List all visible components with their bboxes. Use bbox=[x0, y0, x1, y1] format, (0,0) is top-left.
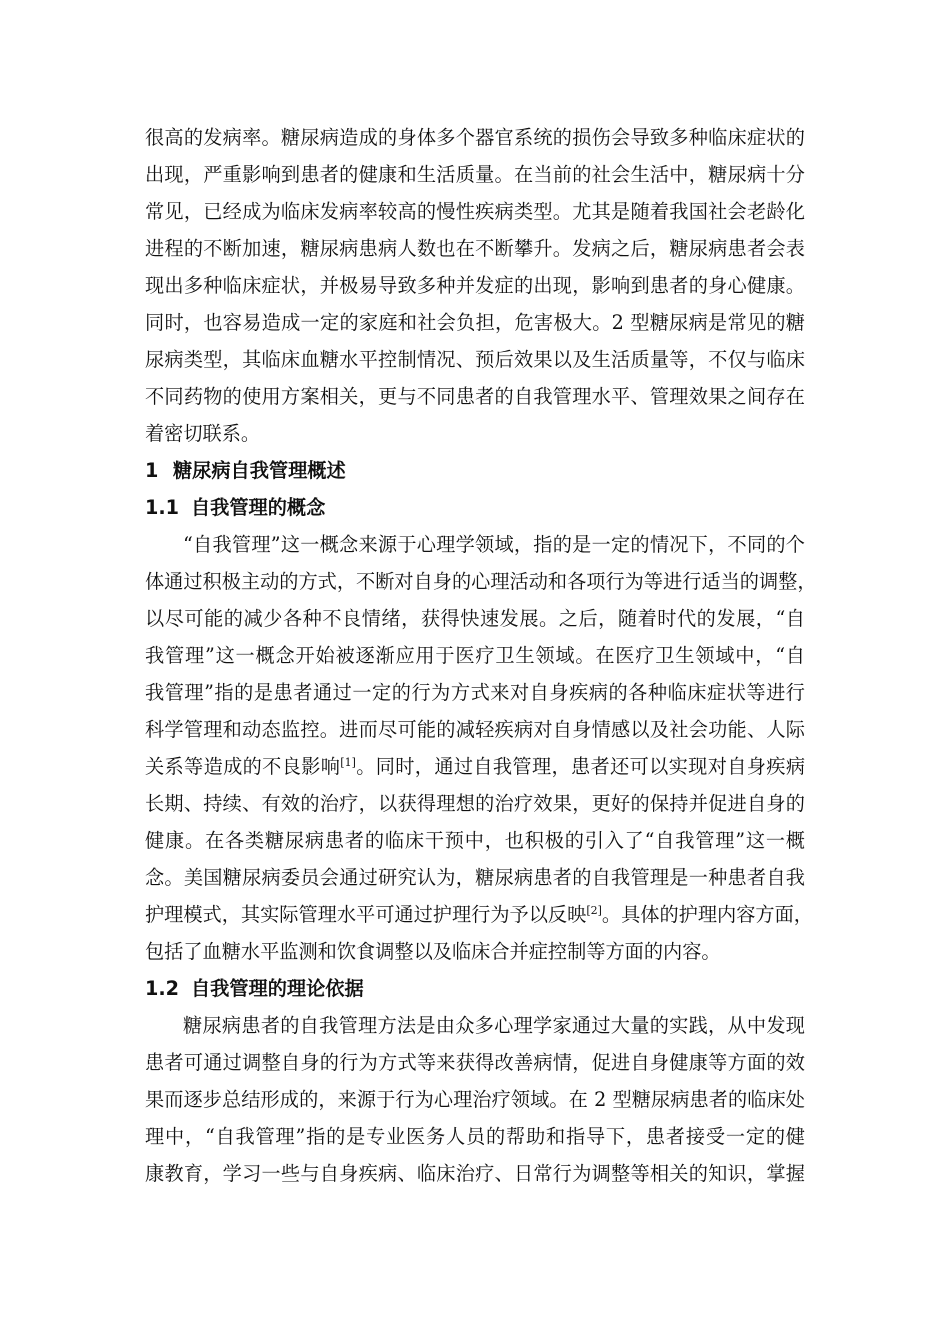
s11-line-11-post: 。具体的护理内容方面， bbox=[601, 903, 813, 926]
intro-line-1: 很高的发病率。糖尿病造成的身体多个器官系统的损伤会导致多种临床症状的 bbox=[145, 126, 805, 149]
intro-line-9: 着密切联系。 bbox=[145, 422, 261, 445]
s11-line-11-pre: 护理模式，其实际管理水平可通过护理行为予以反映 bbox=[145, 903, 587, 926]
s12-line-2: 患者可通过调整自身的行为方式等来获得改善病情，促进自身健康等方面的效 bbox=[145, 1051, 805, 1074]
section-1-1-heading bbox=[145, 496, 805, 520]
s12-line-4: 理中，“自我管理”指的是专业医务人员的帮助和指导下，患者接受一定的健 bbox=[145, 1125, 805, 1148]
section-1-2-heading bbox=[145, 977, 805, 1001]
s11-line-3: 以尽可能的减少各种不良情绪，获得快速发展。之后，随着时代的发展，“自 bbox=[145, 607, 805, 630]
s11-line-4: 我管理”这一概念开始被逐渐应用于医疗卫生领域。在医疗卫生领域中，“自 bbox=[145, 644, 805, 667]
s11-line-5: 我管理”指的是患者通过一定的行为方式来对自身疾病的各种临床症状等进行 bbox=[145, 681, 805, 704]
section-1-1-number: 1.1 bbox=[145, 496, 179, 519]
citation-1[interactable]: [1] bbox=[340, 756, 356, 769]
s11-line-10: 念。美国糖尿病委员会通过研究认为，糖尿病患者的自我管理是一种患者自我 bbox=[145, 866, 805, 889]
s11-line-6: 科学管理和动态监控。进而尽可能的减轻疾病对自身情感以及社会功能、人际 bbox=[145, 718, 805, 741]
s11-line-7 bbox=[145, 755, 805, 779]
s11-line-2: 体通过积极主动的方式，不断对自身的心理活动和各项行为等进行适当的调整， bbox=[145, 570, 817, 593]
s12-line-5: 康教育，学习一些与自身疾病、临床治疗、日常行为调整等相关的知识，掌握 bbox=[145, 1162, 805, 1185]
intro-line-5: 现出多种临床症状，并极易导致多种并发症的出现，影响到患者的身心健康。 bbox=[145, 274, 805, 297]
citation-2[interactable]: [2] bbox=[586, 904, 602, 917]
s12-line-3: 果而逐步总结形成的，来源于行为心理治疗领域。在 2 型糖尿病患者的临床处 bbox=[145, 1088, 805, 1111]
intro-line-3: 常见，已经成为临床发病率较高的慢性疾病类型。尤其是随着我国社会老龄化 bbox=[145, 200, 805, 223]
s11-line-7-pre: 关系等造成的不良影响 bbox=[145, 755, 341, 778]
intro-line-4: 进程的不断加速，糖尿病患病人数也在不断攀升。发病之后，糖尿病患者会表 bbox=[145, 237, 805, 260]
s12-line-1: 糖尿病患者的自我管理方法是由众多心理学家通过大量的实践，从中发现 bbox=[183, 1014, 805, 1037]
intro-line-6: 同时，也容易造成一定的家庭和社会负担，危害极大。2 型糖尿病是常见的糖 bbox=[145, 311, 805, 334]
s11-line-11 bbox=[145, 903, 813, 927]
intro-line-8: 不同药物的使用方案相关，更与不同患者的自我管理水平、管理效果之间存在 bbox=[145, 385, 805, 408]
section-1-title: 糖尿病自我管理概述 bbox=[173, 459, 346, 482]
section-1-2-title: 自我管理的理论依据 bbox=[191, 977, 364, 1000]
intro-line-2: 出现，严重影响到患者的健康和生活质量。在当前的社会生活中，糖尿病十分 bbox=[145, 163, 805, 186]
section-1-1-title: 自我管理的概念 bbox=[191, 496, 326, 519]
intro-line-7: 尿病类型，其临床血糖水平控制情况、预后效果以及生活质量等，不仅与临床 bbox=[145, 348, 805, 371]
s11-line-7-post: 。同时，通过自我管理，患者还可以实现对自身疾病 bbox=[355, 755, 806, 778]
section-1-number: 1 bbox=[145, 459, 159, 482]
s11-line-12: 包括了血糖水平监测和饮食调整以及临床合并症控制等方面的内容。 bbox=[145, 940, 721, 963]
s11-line-1: “自我管理”这一概念来源于心理学领域，指的是一定的情况下，不同的个 bbox=[183, 533, 805, 556]
section-1-2-number: 1.2 bbox=[145, 977, 179, 1000]
s11-line-8: 长期、持续、有效的治疗，以获得理想的治疗效果，更好的保持并促进自身的 bbox=[145, 792, 805, 815]
section-1-heading bbox=[145, 459, 805, 483]
s11-line-9: 健康。在各类糖尿病患者的临床干预中，也积极的引入了“自我管理”这一概 bbox=[145, 829, 805, 852]
